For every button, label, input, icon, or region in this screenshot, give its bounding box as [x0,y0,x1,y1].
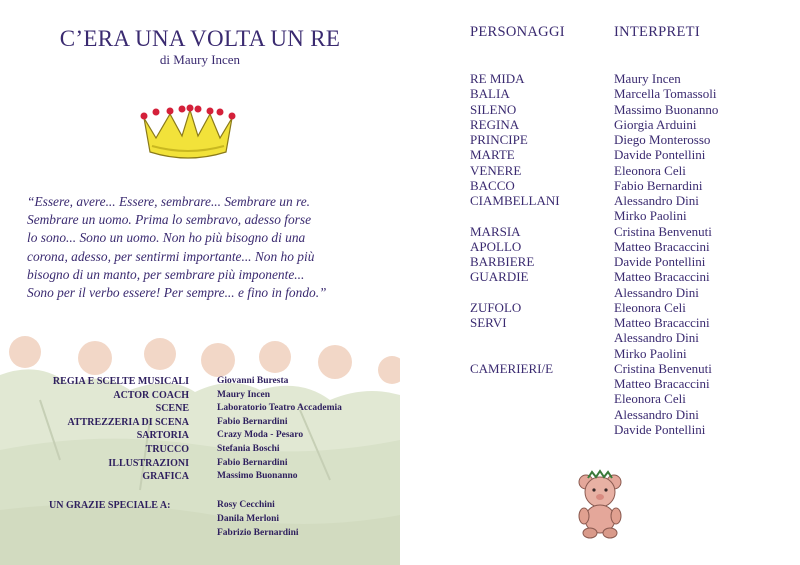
credit-name: Crazy Moda - Pesaro [217,430,304,441]
credit-name: Maury Incen [217,389,271,400]
credit-role: ILLUSTRAZIONI [108,457,189,469]
quote-line: lo sono... Sono un uomo. Non ho più bisogno di una [27,230,306,246]
credit-role: SARTORIA [136,430,189,442]
credit-row [0,444,400,458]
character-name: BARBIERE [470,254,535,269]
actor-name: Eleonora Celi [614,299,686,315]
thanks-name: Danila Merloni [217,514,280,524]
credit-row [0,458,400,472]
character-name: PRINCIPE [470,132,528,147]
character-name: VENERE [470,162,522,178]
credit-name: Laboratorio Teatro Accademia [217,403,342,414]
credit-row [0,417,400,431]
character-name: MARSIA [470,223,521,239]
quote-line: Sembrare un uomo. Prima lo sembravo, adesso forse [27,212,312,228]
actor-name: Alessandro Dini [614,330,699,346]
teddy-bear-icon [570,468,630,540]
actor-name: Maury Incen [614,71,681,86]
actor-name: Alessandro Dini [614,193,699,208]
character-name: ZUFOLO [470,299,522,315]
actor-name: Cristina Benvenuti [614,360,712,376]
thanks-name: Fabrizio Bernardini [217,528,299,538]
credit-name: Giovanni Buresta [217,376,289,386]
character-name: BACCO [470,177,515,193]
actor-name: Matteo Bracaccini [614,315,710,330]
actor-name: Giorgia Arduini [614,116,697,132]
character-name: CIAMBELLANI [470,193,560,208]
crown-icon [138,100,238,162]
character-name: BALIA [470,86,510,102]
character-name: APOLLO [470,238,522,254]
actor-name: Massimo Buonanno [614,101,719,117]
credit-row [0,390,400,404]
actor-name: Fabio Bernardini [614,177,703,193]
character-name: RE MIDA [470,71,525,86]
credit-row [0,430,400,444]
credit-role: SCENE [155,403,189,415]
credit-role: ACTOR COACH [113,389,189,401]
actor-name: Matteo Bracaccini [614,269,710,285]
actor-name: Mirko Paolini [614,208,687,224]
actor-name: Alessandro Dini [614,406,699,422]
credit-row [0,471,400,485]
character-name: REGINA [470,116,520,132]
show-author: di Maury Incen [159,52,241,67]
actor-name: Mirko Paolini [614,345,687,361]
actors-header: INTERPRETI [614,24,700,40]
quote-line: bisogno di un manto, per sembrare più imponente... [27,266,305,282]
credit-role: TRUCCO [145,444,189,455]
actor-name: Davide Pontellini [614,421,706,437]
credit-role: GRAFICA [142,471,189,483]
credit-row [0,376,400,390]
character-name: MARTE [470,147,515,163]
character-name: SERVI [470,315,507,330]
actor-name: Matteo Bracaccini [614,238,710,254]
quote-block [27,193,379,302]
actor-name: Cristina Benvenuti [614,223,712,239]
credit-name: Massimo Buonanno [217,471,298,482]
quote-line: “Essere, avere... Essere, sembrare... Sembrare un re. [27,194,311,209]
actor-name: Marcella Tomassoli [614,86,717,102]
actor-name: Davide Pontellini [614,254,706,269]
thanks-name: Rosy Cecchini [217,500,275,510]
characters-header: PERSONAGGI [470,24,565,40]
credit-role: ATTREZZERIA DI SCENA [67,416,189,428]
right-page [400,0,800,565]
character-name: SILENO [470,101,517,117]
actor-name: Matteo Bracaccini [614,376,710,391]
quote-line: corona, adesso, per sentirmi importante... Non ho più [27,248,315,264]
thanks-label: UN GRAZIE SPECIALE A: [49,500,171,511]
actor-name: Alessandro Dini [614,284,699,300]
credit-name: Fabio Bernardini [217,416,288,427]
actor-name: Eleonora Celi [614,162,686,178]
actor-name: Diego Monterosso [614,132,711,147]
credit-row [0,403,400,417]
quote-line: Sono per il verbo essere! Per sempre... e fino in fondo.” [27,285,327,301]
character-name: CAMERIERI/E [470,360,554,376]
credit-name: Stefania Boschi [217,444,280,454]
actor-name: Eleonora Celi [614,391,686,407]
credit-role: REGIA E SCELTE MUSICALI [52,376,189,387]
character-name: GUARDIE [470,269,529,285]
show-title: C’ERA UNA VOLTA UN RE [59,26,341,51]
credit-name: Fabio Bernardini [217,457,288,468]
actor-name: Davide Pontellini [614,147,706,163]
